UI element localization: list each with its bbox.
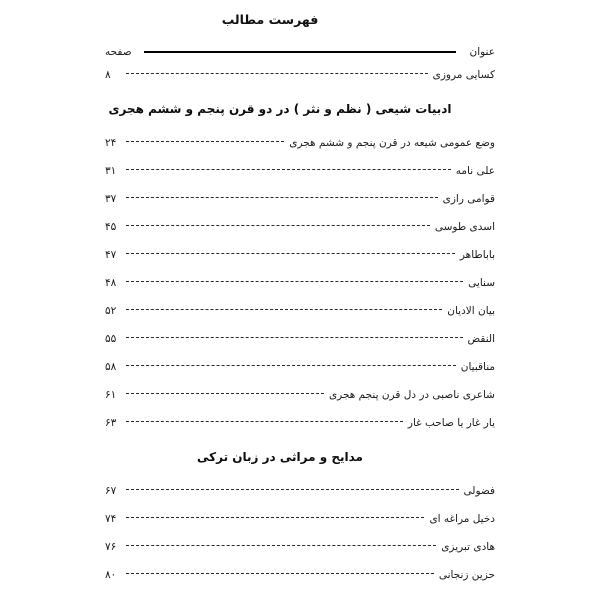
toc-entry-page-number: ۲۴ (105, 137, 117, 149)
toc-entry-label: قوامی رازی (442, 193, 495, 205)
toc-entry-label: النقض (467, 333, 495, 345)
column-header-page: صفحه (105, 46, 132, 58)
column-header-title: عنوان (469, 46, 495, 58)
toc-entry-label: مناقبیان (460, 361, 495, 373)
toc-entry[interactable] (105, 409, 495, 437)
dotted-leader (126, 337, 463, 338)
toc-entry-label: علی نامه (455, 165, 495, 177)
toc-entry-page-number: ۵۸ (105, 361, 117, 373)
toc-entry[interactable] (105, 533, 495, 561)
dotted-leader (126, 309, 442, 310)
toc-entry[interactable] (105, 129, 495, 157)
toc-entry[interactable] (105, 353, 495, 381)
toc-body (0, 61, 600, 589)
toc-entry-page-number: ۴۷ (105, 249, 117, 261)
toc-entry-label: حزین زنجانی (438, 569, 495, 581)
column-header-row (105, 43, 495, 61)
dotted-leader (126, 197, 438, 198)
toc-entry-label: اسدی طوسی (434, 221, 495, 233)
toc-entry-label: یار غار یا صاحب غار (407, 417, 495, 429)
dotted-leader (126, 573, 434, 574)
toc-entry-page-number: ۶۷ (105, 485, 117, 497)
dotted-leader (126, 281, 463, 282)
toc-entry[interactable] (105, 269, 495, 297)
dotted-leader (126, 225, 430, 226)
toc-entry[interactable] (105, 381, 495, 409)
toc-entry-page-number: ۴۵ (105, 221, 117, 233)
toc-entry[interactable] (105, 157, 495, 185)
toc-entry[interactable] (105, 297, 495, 325)
toc-entry-page-number: ۵۵ (105, 333, 117, 345)
dotted-leader (126, 169, 451, 170)
toc-entry[interactable] (105, 213, 495, 241)
toc-entry[interactable] (105, 477, 495, 505)
header-rule (144, 51, 456, 53)
section-heading: مدایح و مراثی در زبان ترکی (197, 450, 363, 464)
toc-entry-label: هادی تبریزی (441, 541, 495, 553)
dotted-leader (126, 253, 455, 254)
toc-entry-label: بیان الادیان (447, 305, 495, 317)
dotted-leader (126, 73, 428, 74)
dotted-leader (126, 365, 456, 366)
toc-entry-page-number: ۳۷ (105, 193, 117, 205)
toc-entry-label: کسایی مروزی (432, 69, 495, 81)
toc-entry-label: وضع عمومی شیعه در قرن پنجم و ششم هجری (289, 137, 495, 149)
toc-entry[interactable] (105, 505, 495, 533)
toc-entry[interactable] (105, 561, 495, 589)
toc-entry-label: فضولی (463, 485, 495, 497)
toc-entry-label: باباطاهر (459, 249, 495, 261)
toc-entry-page-number: ۸ (105, 69, 111, 81)
toc-entry[interactable] (105, 61, 495, 89)
toc-entry-page-number: ۷۶ (105, 541, 117, 553)
dotted-leader (126, 517, 424, 518)
toc-entry-page-number: ۴۸ (105, 277, 117, 289)
toc-entry-page-number: ۳۱ (105, 165, 117, 177)
toc-entry[interactable] (105, 325, 495, 353)
toc-entry-page-number: ۶۱ (105, 389, 117, 401)
dotted-leader (126, 545, 436, 546)
dotted-leader (126, 141, 284, 142)
toc-entry-label: سنایی (468, 277, 495, 289)
toc-entry-label: دخیل مراغه ای (429, 513, 495, 525)
toc-entry[interactable] (105, 185, 495, 213)
section-heading: ادبیات شیعی ( نظم و نثر ) در دو قرن پنجم و ششم هجری (108, 102, 452, 116)
toc-entry[interactable] (105, 241, 495, 269)
toc-entry-page-number: ۷۴ (105, 513, 117, 525)
dotted-leader (126, 421, 403, 422)
toc-entry-page-number: ۵۲ (105, 305, 117, 317)
toc-entry-page-number: ۶۳ (105, 417, 117, 429)
page-title: فهرست مطالب (221, 12, 319, 27)
toc-entry-label: شاعری ناصبی در دل قرن پنجم هجری (328, 389, 495, 401)
toc-entry-page-number: ۸۰ (105, 569, 117, 581)
dotted-leader (126, 393, 324, 394)
dotted-leader (126, 489, 459, 490)
